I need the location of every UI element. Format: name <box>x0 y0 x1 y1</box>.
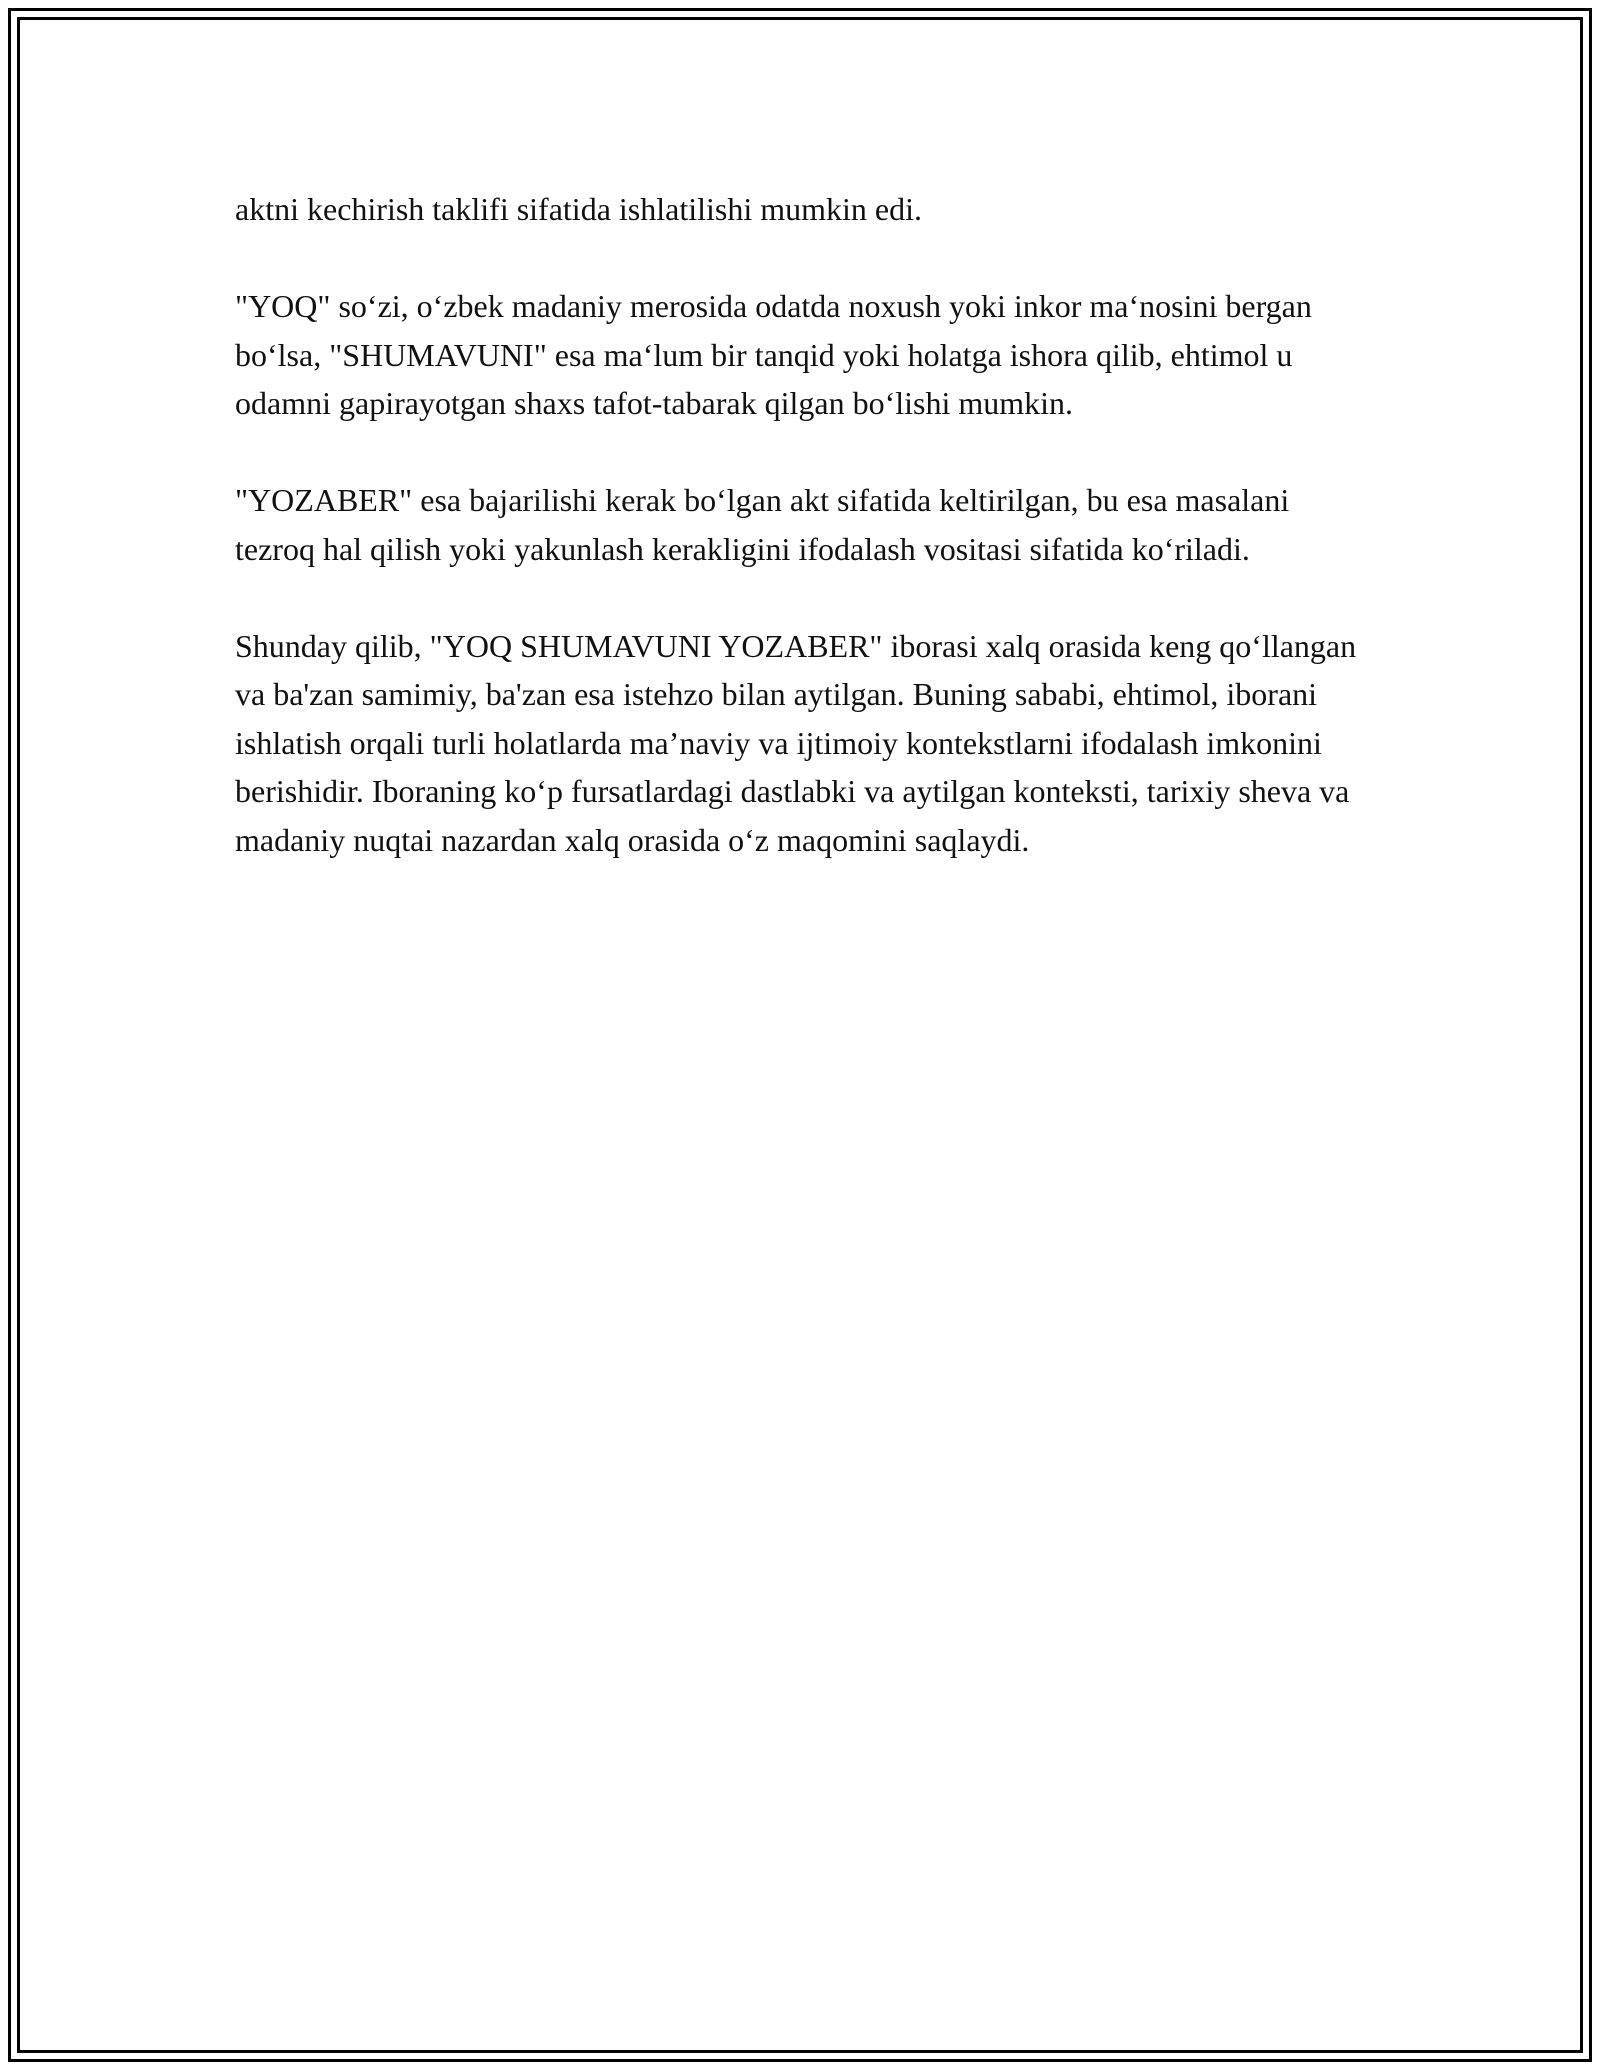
paragraph-2: "YOQ" so‘zi, o‘zbek madaniy merosida odatda noxush yoki inkor ma‘nosini bergan bo‘lsa, "SHUMAVUNI" esa ma‘lum bir tanqid yoki holatga ishora qilib, ehtimol u odamni gapirayotgan shaxs tafot-tabarak qilgan bo‘lishi mumkin. <box>235 288 1312 421</box>
paragraph-1: aktni kechirish taklifi sifatida ishlatilishi mumkin edi. <box>235 191 922 227</box>
paragraph-4: Shunday qilib, "YOQ SHUMAVUNI YOZABER" iborasi xalq orasida keng qo‘llangan va ba'zan samimiy, ba'zan esa istehzo bilan aytilgan. Buning sababi, ehtimol, iborani ishlatish orqali turli holatlarda ma’naviy va ijtimoiy kontekstlarni ifodalash imkonini berishidir. Iboraning ko‘p fursatlardagi dastlabki va aytilgan konteksti, tarixiy sheva va madaniy nuqtai nazardan xalq orasida o‘z maqomini saqlaydi. <box>235 627 1357 858</box>
paragraph-3: "YOZABER" esa bajarilishi kerak bo‘lgan akt sifatida keltirilgan, bu esa masalani tezroq hal qilish yoki yakunlash kerakligini ifodalash vositasi sifatida ko‘riladi. <box>235 482 1290 567</box>
document-body <box>235 185 1375 913</box>
